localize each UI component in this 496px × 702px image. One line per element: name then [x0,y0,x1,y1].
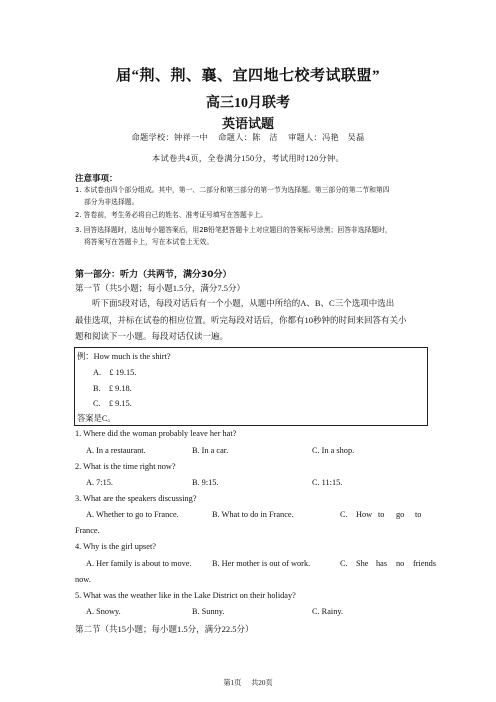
example-option-c: C. £ 9.15. [93,399,132,408]
authors-line [0,132,496,143]
q3-option-c-2: How [356,510,373,519]
reviewer-label: 审题人：冯艳 吴磊 [288,133,365,142]
q4-option-c-1: C. [340,559,348,568]
question-5: 5. What was the weather like in the Lake District on their holiday? [75,591,296,600]
example-answer: 答案是C。 [77,414,116,423]
part1-title: 第一部分：听力（共两节，满分30分） [75,270,232,280]
section2-title: 第二节（共15小题；每小题1.5分，满分22.5分） [75,624,254,634]
q4-option-c-5: friends [413,559,437,568]
q4-option-a: A. Her family is about to move. [86,559,192,568]
example-option-b: B. £ 9.18. [93,384,132,393]
q2-option-c: C. 11:15. [312,478,343,487]
exam-title: 高三10月联考 [206,96,290,111]
notice-item-1-cont: 部分为非选择题。 [84,198,139,206]
example-option-a: A. £ 19.15. [93,368,137,377]
instructions-line-1: 听下面5段对话，每段对话后有一个小题，从题中所给的A、B、C三个选项中选出 [92,298,395,308]
q2-option-b: B. 9:15. [192,478,219,487]
notice-title: 注意事项： [75,174,118,184]
page-number: 第1页 [223,679,242,687]
notice-item-3: 3. 回答选择题时，选出每小题答案后，用2B铅笔把答题卡上对应题目的答案标号涂黑；回答非选择题时， [75,226,392,234]
exam-info: 本试卷共4页，全卷满分150分，考试用时120分钟。 [151,154,345,163]
question-2: 2. What is the time right now? [75,462,176,471]
subject-title: 英语试题 [221,116,274,131]
school-label: 命题学校：钟祥一中 [131,133,208,142]
q1-option-c: C. In a shop. [312,446,355,455]
page-footer [0,678,496,688]
q4-option-b: B. Her mother is out of work. [212,559,311,568]
q1-option-a: A. In a restaurant. [86,446,146,455]
notice-item-2: 2. 答卷前，考生务必将自己的姓名、准考证号填写在答题卡上。 [75,211,268,219]
example-question: 例：How much is the shirt? [77,352,171,361]
q3-option-c-3: to [378,510,385,519]
instructions-line-3: 题和阅读下一小题。每段对话仅读一遍。 [75,331,229,341]
q3-option-a: A. Whether to go to France. [86,510,179,519]
q5-option-a: A. Snowy. [86,607,121,616]
question-3: 3. What are the speakers discussing? [75,494,197,503]
q2-option-a: A. 7:15. [86,478,113,487]
setter-label: 命题人：陈 洁 [218,133,278,142]
question-1: 1. Where did the woman probably leave her hat? [75,429,237,438]
q4-option-c-2: She [356,559,369,568]
section1-title: 第一节（共5小题；每小题1.5分，满分7.5分） [75,283,246,293]
q4-option-c-3: has [376,559,388,568]
q4-option-c-4: no [396,559,405,568]
q5-option-c: C. Rainy. [312,607,344,616]
notice-item-1: 1. 本试卷由四个部分组成。其中，第一、二部分和第三部分的第一节为选择题。第三部分的第二节和第四 [75,186,390,194]
instructions-line-2: 最佳选项，并标在试卷的相应位置。听完每段对话后，你都有10秒钟的时间来回答有关小 [75,315,407,325]
q3-option-c-1: C. [340,510,348,519]
q4-option-c-cont: now. [75,575,91,584]
q5-option-b: B. Sunny. [192,607,225,616]
notice-item-3-cont: 将答案写在答题卡上，写在本试卷上无效。 [84,238,214,246]
q3-option-b: B. What to do in France. [212,510,294,519]
alliance-title: 届“荆、荆、襄、宜四地七校考试联盟” [115,68,380,84]
question-4: 4. Why is the girl upset? [75,542,156,551]
q3-option-c-4: go [396,510,405,519]
q1-option-b: B. In a car. [192,446,229,455]
q3-option-c-cont: France. [75,526,100,535]
page-total: 共20页 [251,679,273,687]
q3-option-c-5: to [415,510,422,519]
